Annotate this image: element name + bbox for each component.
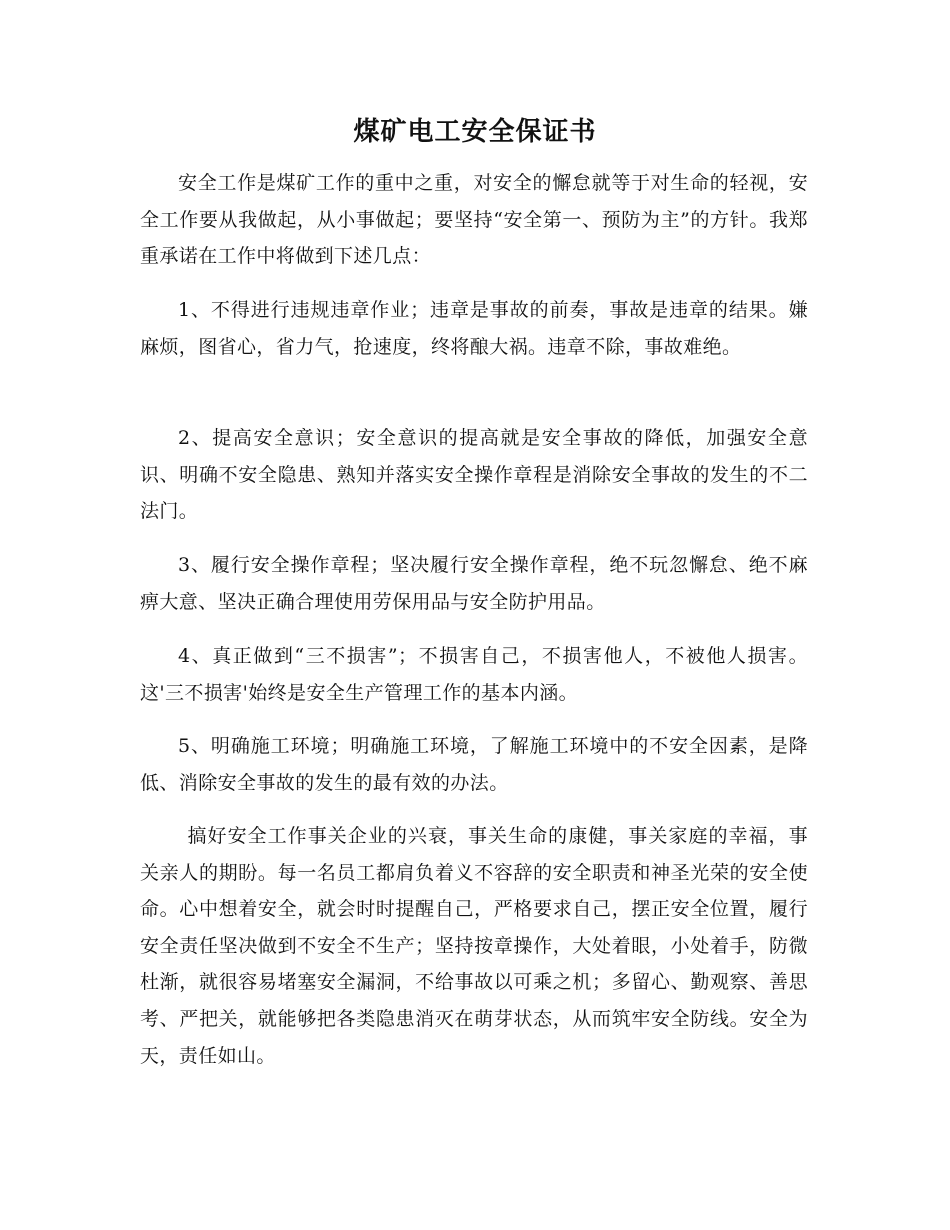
document-title: 煤矿电工安全保证书	[353, 117, 597, 147]
closing-paragraph: 搞好安全工作事关企业的兴衰，事关生命的康健，事关家庭的幸福，事关亲人的期盼。每一名员工都肩负着义不容辞的安全职责和神圣光荣的安全使命。心中想着安全，就会时时提醒自己，严格要求自己，摆正安全位置，履行安全责任坚决做到不安全不生产；坚持按章操作，大处着眼，小处着手，防微杜渐，就很容易堵塞安全漏洞，不给事故以可乘之机；多留心、勤观察、善思考、严把关，就能够把各类隐患消灭在萌芽状态，从而筑牢安全防线。安全为天，责任如山。	[140, 825, 808, 1067]
pledge-item-5: 5、明确施工环境；明确施工环境，了解施工环境中的不安全因素，是降低、消除安全事故的发生的最有效的办法。	[140, 735, 808, 794]
intro-paragraph: 安全工作是煤矿工作的重中之重，对安全的懈怠就等于对生命的轻视，安全工作要从我做起，从小事做起；要坚持“安全第一、预防为主”的方针。我郑重承诺在工作中将做到下述几点：	[140, 172, 808, 268]
pledge-item-2: 2、提高安全意识；安全意识的提高就是安全事故的降低，加强安全意识、明确不安全隐患、熟知并落实安全操作章程是消除安全事故的发生的不二法门。	[140, 427, 808, 523]
pledge-item-4: 4、真正做到“三不损害”；不损害自己，不损害他人，不被他人损害。这'三不损害'始终是安全生产管理工作的基本内涵。	[140, 645, 808, 704]
pledge-item-1: 1、不得进行违规违章作业；违章是事故的前奏，事故是违章的结果。嫌麻烦，图省心，省力气，抢速度，终将酿大祸。违章不除，事故难绝。	[140, 299, 808, 358]
pledge-item-3: 3、履行安全操作章程；坚决履行安全操作章程，绝不玩忽懈怠、绝不麻痹大意、坚决正确合理使用劳保用品与安全防护用品。	[140, 554, 808, 613]
